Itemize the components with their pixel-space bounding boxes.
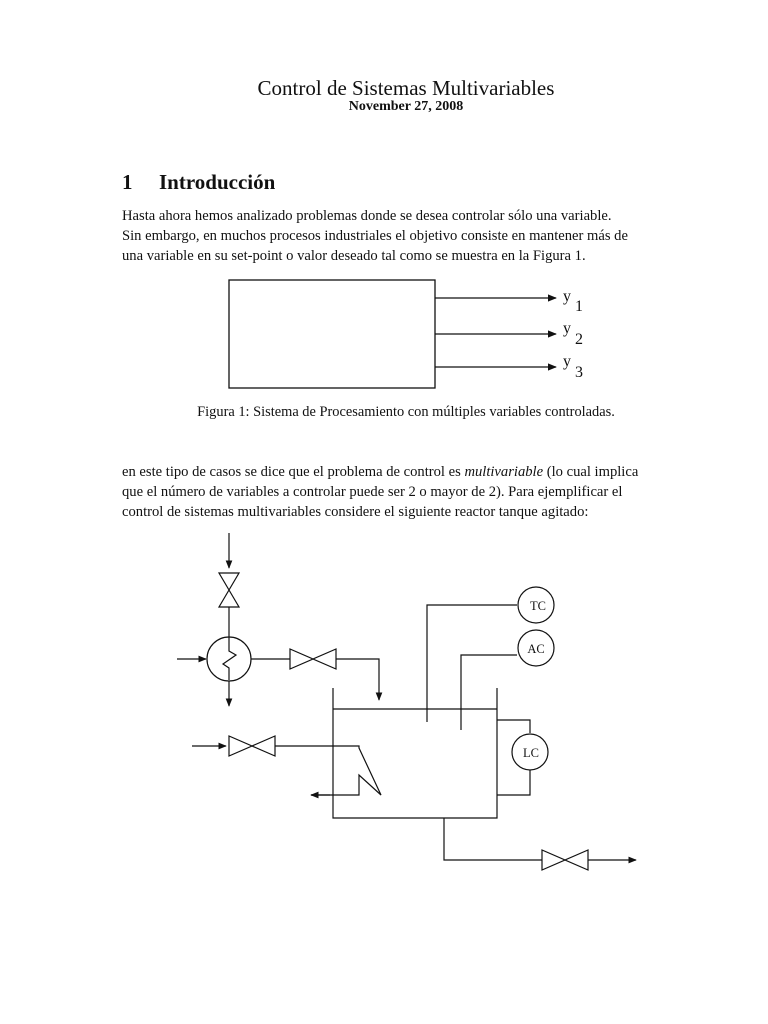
- coolant-valve-icon: [229, 736, 275, 756]
- product-outlet-pipe: [444, 818, 542, 860]
- cooling-coil: [275, 746, 381, 795]
- temperature-probe-line: [427, 605, 517, 722]
- second-line: que el número de variables a controlar puede ser 2 o mayor de 2). Para ejemplificar el: [122, 484, 623, 500]
- figure1-caption: Figura 1: Sistema de Procesamiento con múltiples variables controladas.: [197, 404, 615, 420]
- paper-date: November 27, 2008: [348, 99, 464, 114]
- multivariable-term: multivariable: [464, 464, 544, 480]
- intro-line: una variable en su set-point o valor deseado tal como se muestra en la Figura 1.: [122, 248, 586, 264]
- lc-label: LC: [523, 746, 539, 760]
- outlet-valve-icon: [542, 850, 588, 870]
- section-number: 1: [122, 170, 133, 194]
- process-block: [229, 280, 435, 388]
- output-label-letter: y: [563, 288, 571, 305]
- second-line-text: en este tipo de casos se dice que el problema de control es: [122, 464, 465, 480]
- figure1-diagram: [229, 280, 556, 388]
- feed-valve-icon: [219, 573, 239, 607]
- intro-line: Hasta ahora hemos analizado problemas donde se desea controlar sólo una variable.: [122, 208, 612, 224]
- figure1-output-labels: [563, 288, 583, 381]
- output-label-index: 1: [575, 298, 583, 315]
- analyzer-probe-line: [461, 655, 517, 730]
- output-label-index: 2: [575, 331, 583, 348]
- reactor-diagram: [177, 533, 636, 870]
- second-line-text: (lo cual implica: [543, 464, 639, 480]
- transfer-valve-icon: [290, 649, 336, 669]
- second-line: control de sistemas multivariables considere el siguiente reactor tanque agitado:: [122, 504, 589, 520]
- tank-feed-arrow: [336, 659, 379, 700]
- intro-line: Sin embargo, en muchos procesos industriales el objetivo consiste en mantener más de: [122, 228, 628, 244]
- reactor-tank: [333, 688, 497, 818]
- output-label-index: 3: [575, 364, 583, 381]
- ac-label: AC: [527, 642, 545, 656]
- level-tap-top: [497, 720, 530, 733]
- tc-label: TC: [530, 599, 546, 613]
- section-title: Introducción: [159, 170, 276, 194]
- level-tap-bottom: [497, 770, 530, 795]
- output-label-letter: y: [563, 353, 571, 370]
- paper-title: Control de Sistemas Multivariables: [257, 76, 555, 100]
- output-label-letter: y: [563, 320, 571, 337]
- heat-exchanger-coil: [223, 637, 236, 680]
